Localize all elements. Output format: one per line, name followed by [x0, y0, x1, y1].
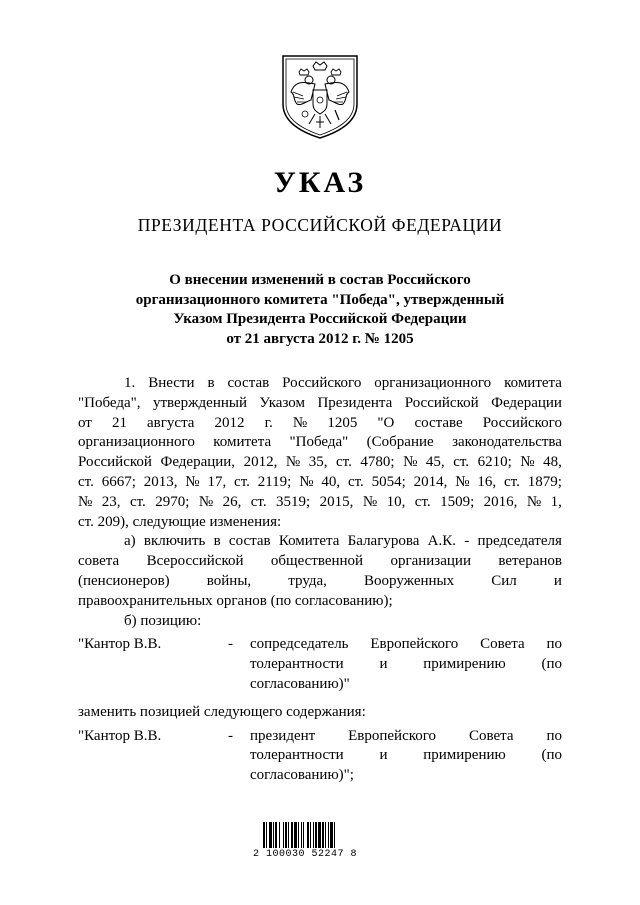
document-subtitle: ПРЕЗИДЕНТА РОССИЙСКОЙ ФЕДЕРАЦИИ — [137, 215, 503, 235]
body-line: 1. Внести в состав Российского организационного комитета — [124, 375, 562, 391]
desc-line: согласованию)"; — [250, 767, 354, 784]
body-line: ст. 6667; 2013, № 17, ст. 2119; № 40, ст. 5054; 2014, № 16, ст. 1879; — [78, 473, 562, 490]
decree-body — [78, 374, 562, 786]
desc-line: толерантности и примирению (по — [250, 747, 562, 764]
body-line: а) включить в состав Комитета Балагурова А.К. - председателя — [124, 533, 562, 550]
desc-line: толерантности и примирению (по — [250, 656, 562, 673]
position-new — [78, 727, 562, 786]
heading-line: О внесении изменений в состав Российского — [169, 272, 471, 288]
position-name: "Кантор В.В. — [78, 727, 162, 744]
body-line: правоохранительных органов (по согласованию); — [78, 592, 393, 609]
position-dash: - — [228, 727, 233, 744]
body-line: ст. 209), следующие изменения: — [78, 513, 282, 530]
position-dash: - — [228, 636, 233, 653]
position-description — [250, 635, 562, 694]
body-line: б) позицию: — [124, 612, 202, 629]
heading-line: от 21 августа 2012 г. № 1205 — [226, 330, 414, 347]
body-line: заменить позицией следующего содержания: — [78, 703, 366, 720]
position-old — [78, 635, 562, 694]
body-line: совета Всероссийской общественной организации ветеранов — [78, 553, 562, 570]
desc-line: сопредседатель Европейского Совета по — [250, 636, 562, 653]
desc-line: президент Европейского Совета по — [250, 727, 562, 744]
body-line: организационного комитета "Победа" (Собрание законодательства — [78, 434, 562, 451]
position-name: "Кантор В.В. — [78, 636, 162, 653]
barcode-number: 2 100030 52247 8 — [253, 849, 358, 860]
body-line: "Победа", утвержденный Указом Президента Российской Федерации — [78, 394, 562, 411]
decree-heading — [100, 271, 540, 349]
body-line: от 21 августа 2012 г. № 1205 "О составе Российского — [78, 414, 562, 431]
body-line: № 23, ст. 2970; № 26, ст. 3519; 2015, № 10, ст. 1509; 2016, № 1, — [78, 493, 562, 510]
position-description — [250, 727, 562, 786]
body-line: (пенсионеров) войны, труда, Вооруженных Сил и — [78, 572, 562, 589]
document-title: УКАЗ — [273, 166, 367, 199]
desc-line: согласованию)" — [250, 675, 350, 692]
coat-of-arms-icon — [279, 52, 361, 140]
heading-line: организационного комитета "Победа", утвержденный — [135, 291, 505, 308]
heading-line: Указом Президента Российской Федерации — [173, 311, 467, 327]
body-line: Российской Федерации, 2012, № 35, ст. 4780; № 45, ст. 6210; № 48, — [78, 454, 562, 471]
